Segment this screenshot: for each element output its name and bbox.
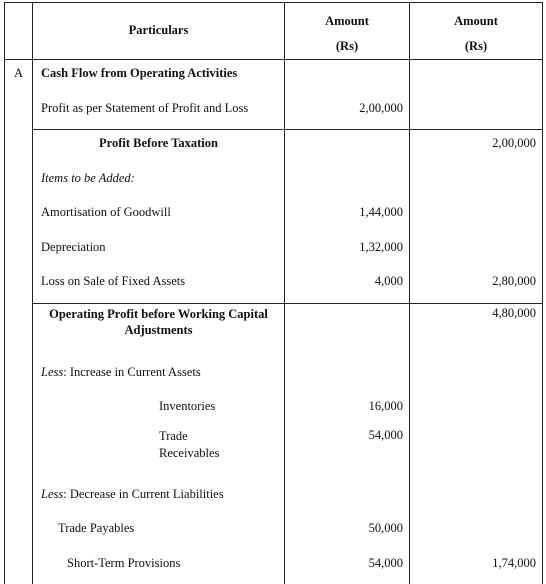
section-letter: A bbox=[5, 60, 33, 95]
header-amount-1-label: Amount bbox=[325, 14, 369, 28]
group-label bbox=[33, 359, 285, 394]
subtotal-amount: 2,00,000 bbox=[410, 130, 543, 165]
table-row bbox=[5, 268, 543, 303]
table-row bbox=[5, 393, 543, 428]
table-row bbox=[5, 550, 543, 584]
amount-cell bbox=[410, 60, 543, 95]
table-row bbox=[5, 165, 543, 200]
table-row bbox=[5, 515, 543, 550]
row-label: Short-Term Provisions bbox=[33, 550, 285, 584]
amount-cell bbox=[285, 303, 410, 359]
row-label: Amortisation of Goodwill bbox=[33, 199, 285, 234]
group-label: Items to be Added: bbox=[33, 165, 285, 200]
table-row bbox=[5, 234, 543, 269]
row-label: Depreciation bbox=[33, 234, 285, 269]
group-label bbox=[33, 481, 285, 516]
amount-cell: 1,74,000 bbox=[410, 550, 543, 584]
group-label-text: : Increase in Current Assets bbox=[63, 365, 200, 379]
row-label: Inventories bbox=[33, 393, 285, 428]
table-row bbox=[5, 481, 543, 516]
header-amount-1 bbox=[285, 3, 410, 60]
group-label-text: : Decrease in Current Liabilities bbox=[63, 487, 223, 501]
less-prefix: Less bbox=[41, 365, 63, 379]
cash-flow-table bbox=[4, 2, 543, 584]
header-particulars: Particulars bbox=[33, 3, 285, 60]
amount-cell: 16,000 bbox=[285, 393, 410, 428]
row-label: Loss on Sale of Fixed Assets bbox=[33, 268, 285, 303]
amount-cell: 1,44,000 bbox=[285, 199, 410, 234]
row-label: Trade Receivables bbox=[33, 428, 285, 481]
amount-cell: 2,00,000 bbox=[285, 95, 410, 130]
table-row bbox=[5, 303, 543, 359]
table-row bbox=[5, 130, 543, 165]
amount-cell bbox=[285, 130, 410, 165]
row-label: Profit as per Statement of Profit and Loss bbox=[33, 95, 285, 130]
amount-cell bbox=[285, 60, 410, 95]
header-amount-2-unit: (Rs) bbox=[465, 39, 487, 53]
less-prefix: Less bbox=[41, 487, 63, 501]
header-letter-cell bbox=[5, 3, 33, 60]
table-row bbox=[5, 428, 543, 481]
header-amount-1-unit: (Rs) bbox=[336, 39, 358, 53]
amount-cell: 54,000 bbox=[285, 550, 410, 584]
header-amount-2 bbox=[410, 3, 543, 60]
row-label: Trade Payables bbox=[33, 515, 285, 550]
table-row bbox=[5, 95, 543, 130]
amount-cell: 1,32,000 bbox=[285, 234, 410, 269]
section-title: Cash Flow from Operating Activities bbox=[33, 60, 285, 95]
subtotal-label: Profit Before Taxation bbox=[33, 130, 285, 165]
amount-cell: 50,000 bbox=[285, 515, 410, 550]
subtotal-label: Operating Profit before Working Capital Adjustments bbox=[33, 303, 285, 359]
header-amount-2-label: Amount bbox=[454, 14, 498, 28]
amount-cell: 4,000 bbox=[285, 268, 410, 303]
table-header-row bbox=[5, 3, 543, 60]
amount-cell: 2,80,000 bbox=[410, 268, 543, 303]
table-row bbox=[5, 60, 543, 95]
table-row bbox=[5, 199, 543, 234]
subtotal-amount: 4,80,000 bbox=[410, 303, 543, 359]
table-row bbox=[5, 359, 543, 394]
amount-cell: 54,000 bbox=[285, 428, 410, 481]
